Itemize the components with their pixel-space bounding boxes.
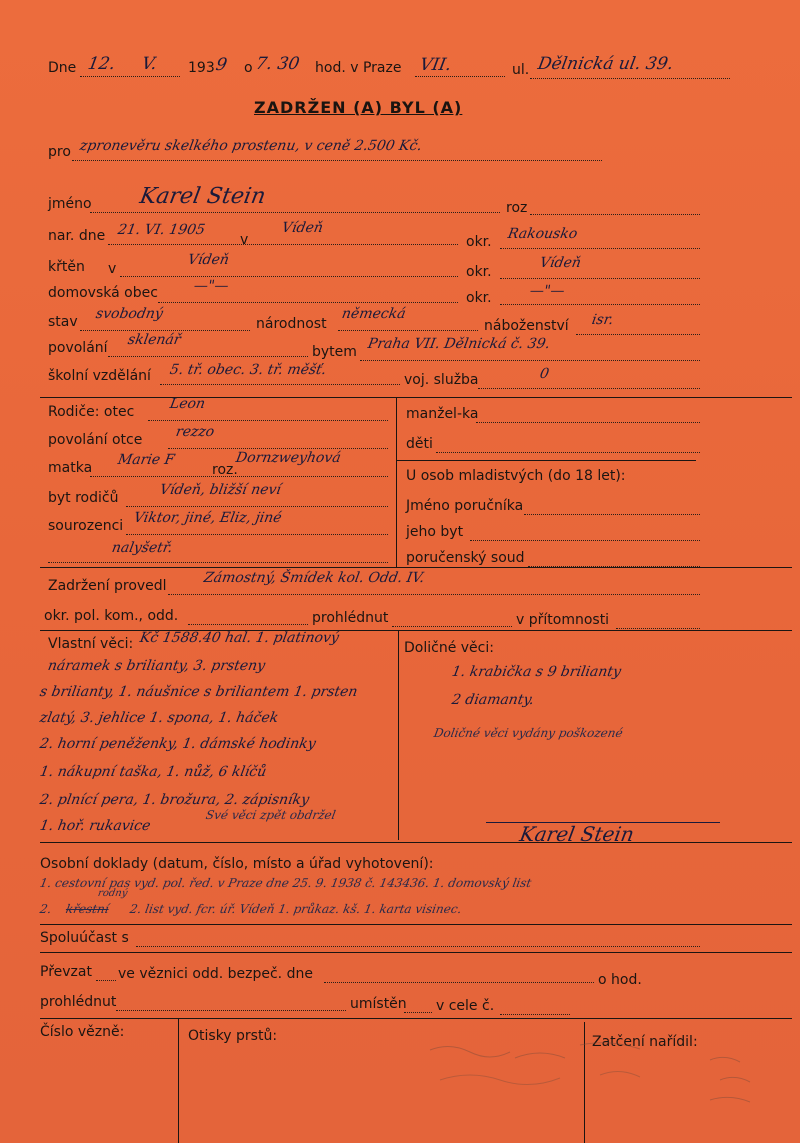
fingerprints-label: Otisky prstů: (188, 1028, 278, 1044)
education-value: 5. tř. obec. 3. tř. měšť. (168, 362, 328, 378)
children-label: děti (406, 436, 433, 452)
signature: Karel Stein (517, 822, 636, 846)
police-dept-label: okr. pol. kom., odd. (44, 608, 179, 624)
street-label: ul. (512, 62, 530, 78)
at-hour-label: o hod. (598, 972, 642, 988)
nationality-value: německá (340, 306, 407, 322)
belongings-line-1: Kč 1588.40 hal. 1. platinový (138, 630, 341, 646)
belongings-line-5: 2. horní peněženky, 1. dámské hodinky (38, 736, 318, 752)
mother-born-value: Dornzweyhová (234, 450, 343, 466)
belongings-line-6: 1. nákupní taška, 1. nůž, 6 klíčů (38, 764, 268, 780)
belongings-line-8: 1. hoř. rukavice (38, 818, 152, 834)
documents-insert: rodný (97, 888, 129, 899)
guardian-label: Jméno poručníka (406, 498, 524, 514)
evidence-line-1: 1. krabička s 9 brilianty (450, 664, 623, 680)
mother-born-label: roz. (212, 462, 238, 478)
belongings-label: Vlastní věci: (48, 636, 134, 652)
at-label: o (244, 60, 253, 76)
military-value: 0 (538, 366, 551, 382)
birth-place: Vídeň (280, 220, 325, 236)
reason-label: pro (48, 144, 71, 160)
marital-value: svobodný (94, 306, 165, 322)
father-occupation-value: rezzo (174, 424, 216, 440)
occupation-value: sklenář (126, 332, 182, 348)
faint-pencil-scribbles (420, 1030, 780, 1120)
siblings-value-1: Viktor, jiné, Eliz, jiné (132, 510, 283, 526)
form-title: ZADRŽEN (A) BYL (A) (254, 98, 463, 117)
baptized-label: křtěn (48, 259, 85, 275)
nationality-label: národnost (256, 316, 327, 332)
religion-value: isr. (590, 312, 615, 328)
home-district: —"— (528, 283, 566, 299)
documents-line-2: 2. list vyd. fcr. úř. Vídeň 1. průkaz. kš. 1. karta visinec. (128, 902, 463, 916)
juvenile-header: U osob mladistvých (do 18 let): (406, 468, 626, 484)
reason-value: zpronevěru skelkého prostenu, v ceně 2.500 Kč. (78, 138, 424, 154)
home-district-label: okr. (466, 290, 492, 306)
year-suffix: 9 (214, 55, 229, 75)
prisoner-number-label: Číslo vězně: (40, 1024, 125, 1040)
belongings-returned-note: Své věci zpět obdržel (204, 808, 337, 822)
birthname-label: roz (506, 200, 528, 216)
arrested-by-value: Zámostný, Šmídek kol. Odd. IV. (202, 570, 426, 586)
transferred-label: Převzat (40, 964, 92, 980)
placed-label: umístěn (350, 996, 407, 1012)
name-value: Karel Stein (137, 184, 268, 209)
father-label: Rodiče: otec (48, 404, 135, 420)
residence-label: bytem (312, 344, 357, 360)
evidence-label: Doličné věci: (404, 640, 494, 656)
street-value: Dělnická ul. 39. (536, 54, 675, 74)
searched-footer-label: prohlédnut (40, 994, 117, 1010)
documents-label: Osobní doklady (datum, číslo, místo a úřad vyhotovení): (40, 856, 434, 872)
documents-line-1: 1. cestovní pas vyd. pol. řed. v Praze dne 25. 9. 1938 č. 143436. 1. domovský list (38, 876, 533, 890)
belongings-line-2: náramek s brilianty, 3. prsteny (46, 658, 267, 674)
arrested-by-label: Zadržení provedl (48, 578, 167, 594)
marital-label: stav (48, 314, 78, 330)
evidence-note: Doličné věci vydány poškozené (432, 726, 624, 740)
documents-struck: křestní (64, 902, 110, 916)
baptized-district-label: okr. (466, 264, 492, 280)
birth-date: 21. VI. 1905 (116, 222, 207, 238)
guardian-address-label: jeho byt (406, 524, 464, 540)
name-label: jméno (48, 196, 92, 212)
education-label: školní vzdělání (48, 368, 151, 384)
mother-label: matka (48, 460, 93, 476)
father-value: Leon (168, 396, 207, 412)
mother-value: Marie F (116, 452, 176, 468)
father-occupation-label: povolání otce (48, 432, 143, 448)
parents-address-value: Vídeň, bližší neví (158, 482, 283, 498)
day-label: Dne (48, 60, 77, 76)
residence-value: Praha VII. Dělnická č. 39. (366, 336, 552, 352)
searched-label: prohlédnut (312, 610, 389, 626)
belongings-line-3: s brilianty, 1. náušnice s briliantem 1. prsten (38, 684, 359, 700)
belongings-line-4: zlatý, 3. jehlice 1. spona, 1. háček (38, 710, 280, 726)
siblings-value-2: nalyšetř. (110, 540, 174, 556)
cell-label: v cele č. (436, 998, 495, 1014)
baptized-place: Vídeň (186, 252, 231, 268)
occupation-label: povolání (48, 340, 108, 356)
presence-label: v přítomnosti (516, 612, 610, 628)
year-prefix: 193 (188, 60, 215, 76)
prison-label: ve věznici odd. bezpeč. dne (118, 966, 313, 982)
evidence-line-2: 2 diamanty. (450, 692, 536, 708)
home-municipality: —"— (192, 278, 230, 294)
spouse-label: manžel-ka (406, 406, 479, 422)
complicity-label: Spoluúčast s (40, 930, 129, 946)
district-value: VII. (418, 55, 453, 75)
birth-district: Rakousko (506, 226, 579, 242)
arrest-record-form: Dne 12. V. 193 9 o 7. 30 hod. v Praze VII. ul. Dělnická ul. 39. ZADRŽEN (A) BYL (A) pro zpronevěru skelkého prostenu, v ceně 2.500 Kč. jméno Karel Stein roz nar. dne 21. VI. 1905 v Vídeň okr. Rakousko křtěn v Vídeň okr. Vídeň domovská obec —"— okr. —"— stav svobodný národnost německá náboženství isr. povolání sklenář bytem Praha VII. Dělnická č. 39. školní vzdělání 5. tř. obec. 3. tř. měšť. voj. služba 0 Rodiče: otec Leon povolání otce rezzo matka Marie F roz. Dornzweyhová byt rodičů Vídeň, bližší neví sourozenci Viktor, jiné, Eliz, jiné nalyšetř. manžel-ka děti U osob mladistvých (do 18 let): Jméno poručníka jeho byt poručenský soud Zadržení provedl Zámostný, Šmídek kol. Odd. IV. okr. pol. kom., odd. prohlédnut v přítomnosti Vlastní věci: Kč 1588.40 hal. 1. platinový náramek s brilianty, 3. prsteny s brilianty, 1. náušnice s briliantem 1. prsten zlatý, 3. jehlice 1. spona, 1. háček 2. horní peněženky, 1. dámské hodinky 1. nákupní taška, 1. nůž, 6 klíčů 2. plnící pera, 1. brožura, 2. zápisníky 1. hoř. rukavice Své věci zpět obdržel Doličné věci: 1. krabička s 9 brilianty 2 diamanty. Doličné věci vydány poškozené Karel Stein Osobní doklady (datum, číslo, místo a úřad vyhotovení): 1. cestovní pas vyd. pol. řed. v Praze dne 25. 9. 1938 č. 143436. 1. domovský list rodný křestní 2. 2. list vyd. fcr. úř. Vídeň 1. průkaz. kš. 1. karta visinec. Spoluúčast s Převzat ve věznici odd. bezpeč. dne o hod. prohlédnut umístěn v cele č. Číslo vězně: Otisky prstů: Zatčení nařídil: (0, 0, 800, 1143)
religion-label: náboženství (484, 318, 569, 334)
guardianship-court-label: poručenský soud (406, 550, 525, 566)
birth-label: nar. dne (48, 228, 106, 244)
home-municipality-label: domovská obec (48, 285, 158, 301)
month-value: V. (140, 54, 159, 74)
day-value: 12. (86, 54, 117, 74)
military-label: voj. služba (404, 372, 479, 388)
birth-district-label: okr. (466, 234, 492, 250)
birth-in-label: v (240, 232, 249, 248)
hour-prague-label: hod. v Praze (315, 60, 402, 76)
ordered-by-label: Zatčení nařídil: (592, 1034, 698, 1050)
siblings-label: sourozenci (48, 518, 124, 534)
parents-address-label: byt rodičů (48, 490, 119, 506)
time-value: 7. 30 (254, 54, 302, 74)
baptized-in-label: v (108, 261, 117, 277)
belongings-line-7: 2. plnící pera, 1. brožura, 2. zápisníky (38, 792, 311, 808)
baptized-district: Vídeň (538, 255, 583, 271)
